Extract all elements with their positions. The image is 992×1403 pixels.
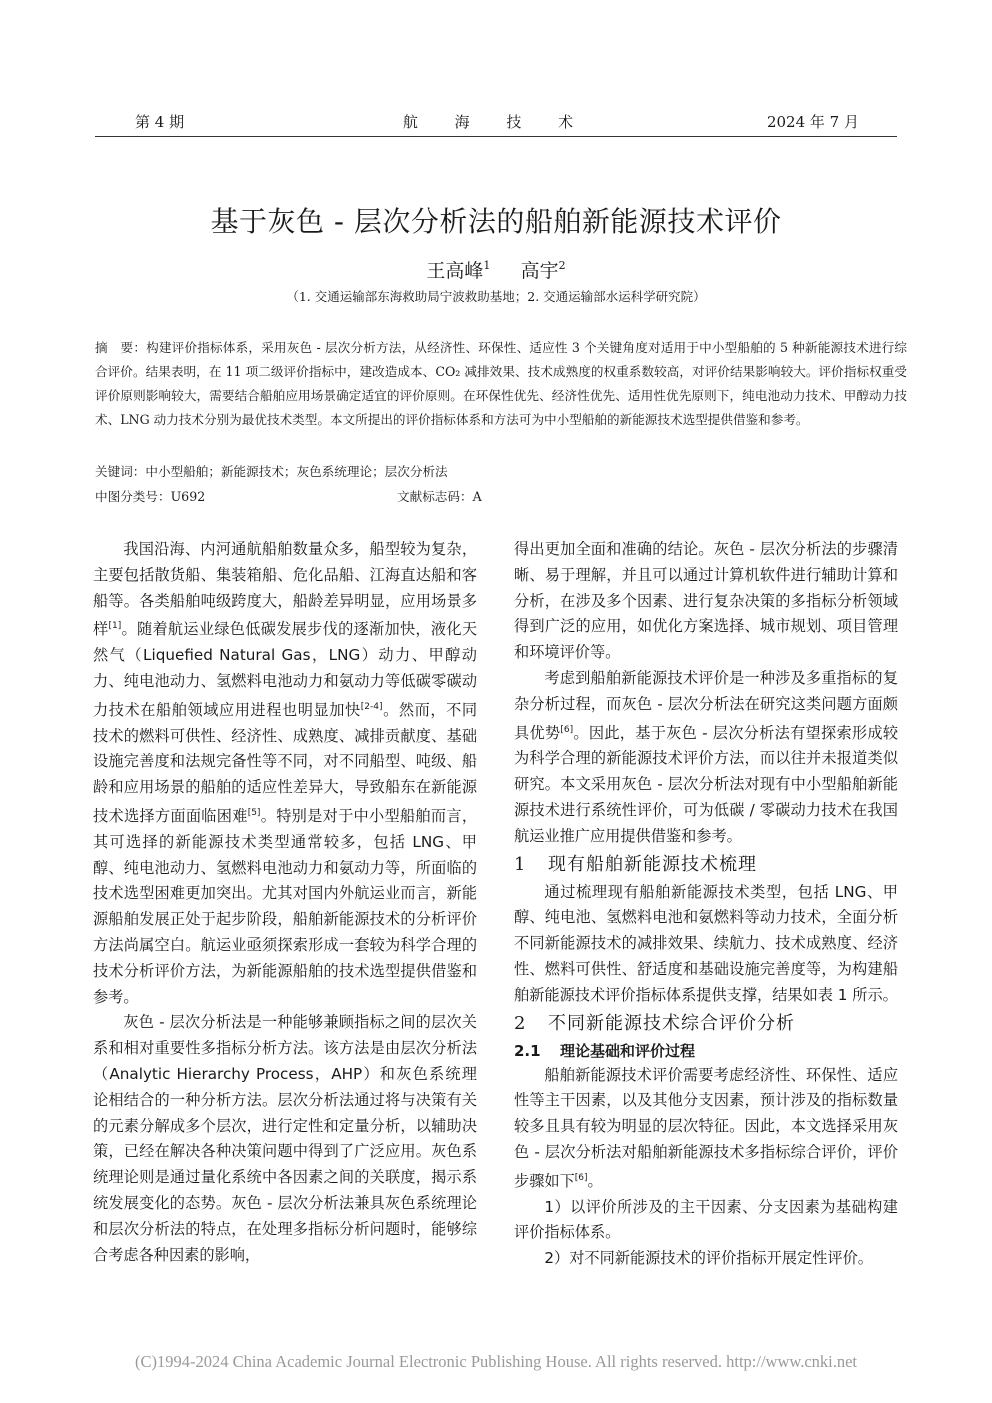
paragraph-text: 。因此，基于灰色 - 层次分析法有望探索形成较为科学合理的新能源技术评价方法，而以往并未报道类似研究。本文采用灰色 - 层次分析法对现有中小型船舶新能源技术进行系统性评价，可为低碳 / 零碳动力技术在我国航运业推广应用提供借鉴和参考。 bbox=[514, 723, 899, 845]
citation: [1] bbox=[108, 621, 122, 632]
body-paragraph: 灰色 - 层次分析法是一种能够兼顾指标之间的层次关系和相对重要性多指标分析方法。该方法是由层次分析法（Analytic Hierarchy Process，AHP）和灰色系统理论相结合的一种分析方法。层次分析法通过将与决策有关的元素分解成多个层次，进行定性和定量分析，以辅助决策，已经在解决各种决策问题中得到了广泛应用。灰色系统理论则是通过量化系统中各因素之间的关联度，揭示系统发展变化的态势。灰色 - 层次分析法兼具灰色系统理论和层次分析法的特点，在处理多指标分析问题时，能够综合考虑各种因素的影响， bbox=[93, 1013, 477, 1264]
paragraph-text: 船舶新能源技术评价需要考虑经济性、环保性、适应性等主干因素，以及其他分支因素，预计涉及的指标数量较多且具有较为明显的层次特征。因此，本文选择采用灰色 - 层次分析法对船舶新能源技术多指标综合评价，评价步骤如下 bbox=[514, 1065, 898, 1190]
clc-code: U692 bbox=[170, 489, 206, 504]
journal-name: 航 海 技 术 bbox=[402, 113, 590, 131]
paper-title: 基于灰色 - 层次分析法的船舶新能源技术评价 bbox=[210, 205, 782, 238]
section-title: 现有船舶新能源技术梳理 bbox=[548, 853, 757, 875]
citation: [2-4] bbox=[360, 701, 383, 712]
author-line bbox=[95, 256, 897, 283]
body-paragraph bbox=[93, 537, 477, 1010]
abstract-label: 摘 要： bbox=[95, 340, 147, 355]
subsection-number: 2.1 bbox=[514, 1041, 541, 1060]
right-column bbox=[514, 537, 898, 1272]
issue-date: 2024 年 7 月 bbox=[766, 113, 859, 131]
affiliation: （1. 交通运输部东海救助局宁波救助基地；2. 交通运输部水运科学研究院） bbox=[286, 289, 706, 304]
section-heading bbox=[514, 850, 898, 880]
abstract bbox=[95, 336, 907, 432]
keywords bbox=[95, 461, 897, 483]
doc-code-label: 文献标志码： bbox=[397, 489, 473, 504]
subsection-title: 理论基础和评价过程 bbox=[560, 1041, 696, 1060]
author-affil-mark: 1 bbox=[483, 259, 491, 272]
paragraph-text: 。 bbox=[587, 1171, 603, 1190]
subsection-heading bbox=[514, 1039, 898, 1063]
section-number: 2 bbox=[514, 1012, 527, 1034]
keywords-label: 关键词： bbox=[95, 464, 146, 479]
body-paragraph: 得出更加全面和准确的结论。灰色 - 层次分析法的步骤清晰、易于理解，并且可以通过计算机软件进行辅助计算和分析，在涉及多个因素、进行复杂决策的多指标分析领域得到广泛的应用，如优化方案选择、城市规划、项目管理和环境评价等。 bbox=[514, 540, 898, 662]
section-number: 1 bbox=[514, 853, 527, 875]
citation: [5] bbox=[247, 807, 261, 818]
citation: [6] bbox=[560, 724, 574, 735]
abstract-text: 构建评价指标体系，采用灰色 - 层次分析方法，从经济性、环保性、适应性 3 个关键角度对适用于中小型船舶的 5 种新能源技术进行综合评价。结果表明，在 11 项二级评价指标中，建改造成本、CO₂ 减排效果、技术成熟度的权重系数较高，对评价结果影响较大。评价指标权重受评价原则影响较大，需要结合船舶应用场景确定适宜的评价原则。在环保性优先、经济性优先、适用性优先原则下，纯电池动力技术、甲醇动力技术、LNG 动力技术分别为最优技术类型。本文所提出的评价指标体系和方法可为中小型船舶的新能源技术选型提供借鉴和参考。 bbox=[95, 340, 907, 427]
clc-label: 中图分类号： bbox=[95, 489, 171, 504]
paragraph-text: 。特别是对于中小型船舶而言，其可选择的新能源技术类型通常较多，包括 LNG、甲醇、纯电池动力、氢燃料电池动力和氨动力等，所面临的技术选型困难更加突出。尤其对国内外航运业而言，新能源船舶发展正处于起步阶段，船舶新能源技术的分析评价方法尚属空白。航运业亟须探索形成一套较为科学合理的技术分析评价方法，为新能源船舶的技术选型提供借鉴和参考。 bbox=[93, 806, 477, 1006]
doc-code: A bbox=[472, 489, 482, 504]
section-title: 不同新能源技术综合评价分析 bbox=[548, 1012, 795, 1034]
list-step: 1）以评价所涉及的主干因素、分支因素为基础构建评价指标体系。 bbox=[514, 1197, 898, 1242]
paragraph-text: 。然而，不同技术的燃料可供性、经济性、成熟度、减排贡献度、基础设施完善度和法规完备性等不同，对不同船型、吨级、船龄和应用场景的船舶的适应性差异大，导致船东在新能源技术选择方面面临困难 bbox=[93, 700, 478, 825]
running-header bbox=[95, 110, 897, 134]
section-heading bbox=[514, 1009, 898, 1039]
body-paragraph: 通过梳理现有船舶新能源技术类型，包括 LNG、甲醇、纯电池、氢燃料电池和氨燃料等动力技术，全面分析不同新能源技术的减排效果、续航力、技术成熟度、经济性、燃料可供性、舒适度和基础设施完善度等，为构建船舶新能源技术评价指标体系提供支撑，结果如表 1 所示。 bbox=[514, 882, 898, 1004]
paragraph-text: 。随着航运业绿色低碳发展步伐的逐渐加快，液化天然气（Liquefied Natural Gas，LNG）动力、甲醇动力、纯电池动力、氢燃料电池动力和氨动力等低碳零碳动力技术在船舶领域应用进程也明显加快 bbox=[93, 620, 477, 719]
header-rule bbox=[95, 136, 897, 137]
body-paragraph bbox=[514, 1063, 898, 1195]
paragraph-text: 考虑到船舶新能源技术评价是一种涉及多重指标的复杂分析过程，而灰色 - 层次分析法在研究这类问题方面颇具优势 bbox=[514, 668, 898, 742]
author-name: 王高峰 bbox=[426, 260, 484, 282]
body-paragraph bbox=[514, 666, 898, 850]
copyright-footer: (C)1994-2024 China Academic Journal Electronic Publishing House. All rights reserved. http://www.cnki.net bbox=[134, 1352, 858, 1371]
keywords-text: 中小型船舶；新能源技术；灰色系统理论；层次分析法 bbox=[145, 464, 448, 479]
classification-line bbox=[95, 486, 897, 508]
author-affil-mark: 2 bbox=[558, 259, 566, 272]
citation: [6] bbox=[574, 1172, 588, 1183]
author-name: 高宇 bbox=[520, 260, 559, 282]
list-step: 2）对不同新能源技术的评价指标开展定性评价。 bbox=[544, 1249, 873, 1268]
paragraph-text: 我国沿海、内河通航船舶数量众多，船型较为复杂，主要包括散货船、集装箱船、危化品船、江海直达船和客船等。各类船舶吨级跨度大，船龄差异明显，应用场景多样 bbox=[93, 540, 477, 639]
left-column bbox=[93, 537, 477, 1268]
issue-number: 第 4 期 bbox=[135, 113, 185, 131]
